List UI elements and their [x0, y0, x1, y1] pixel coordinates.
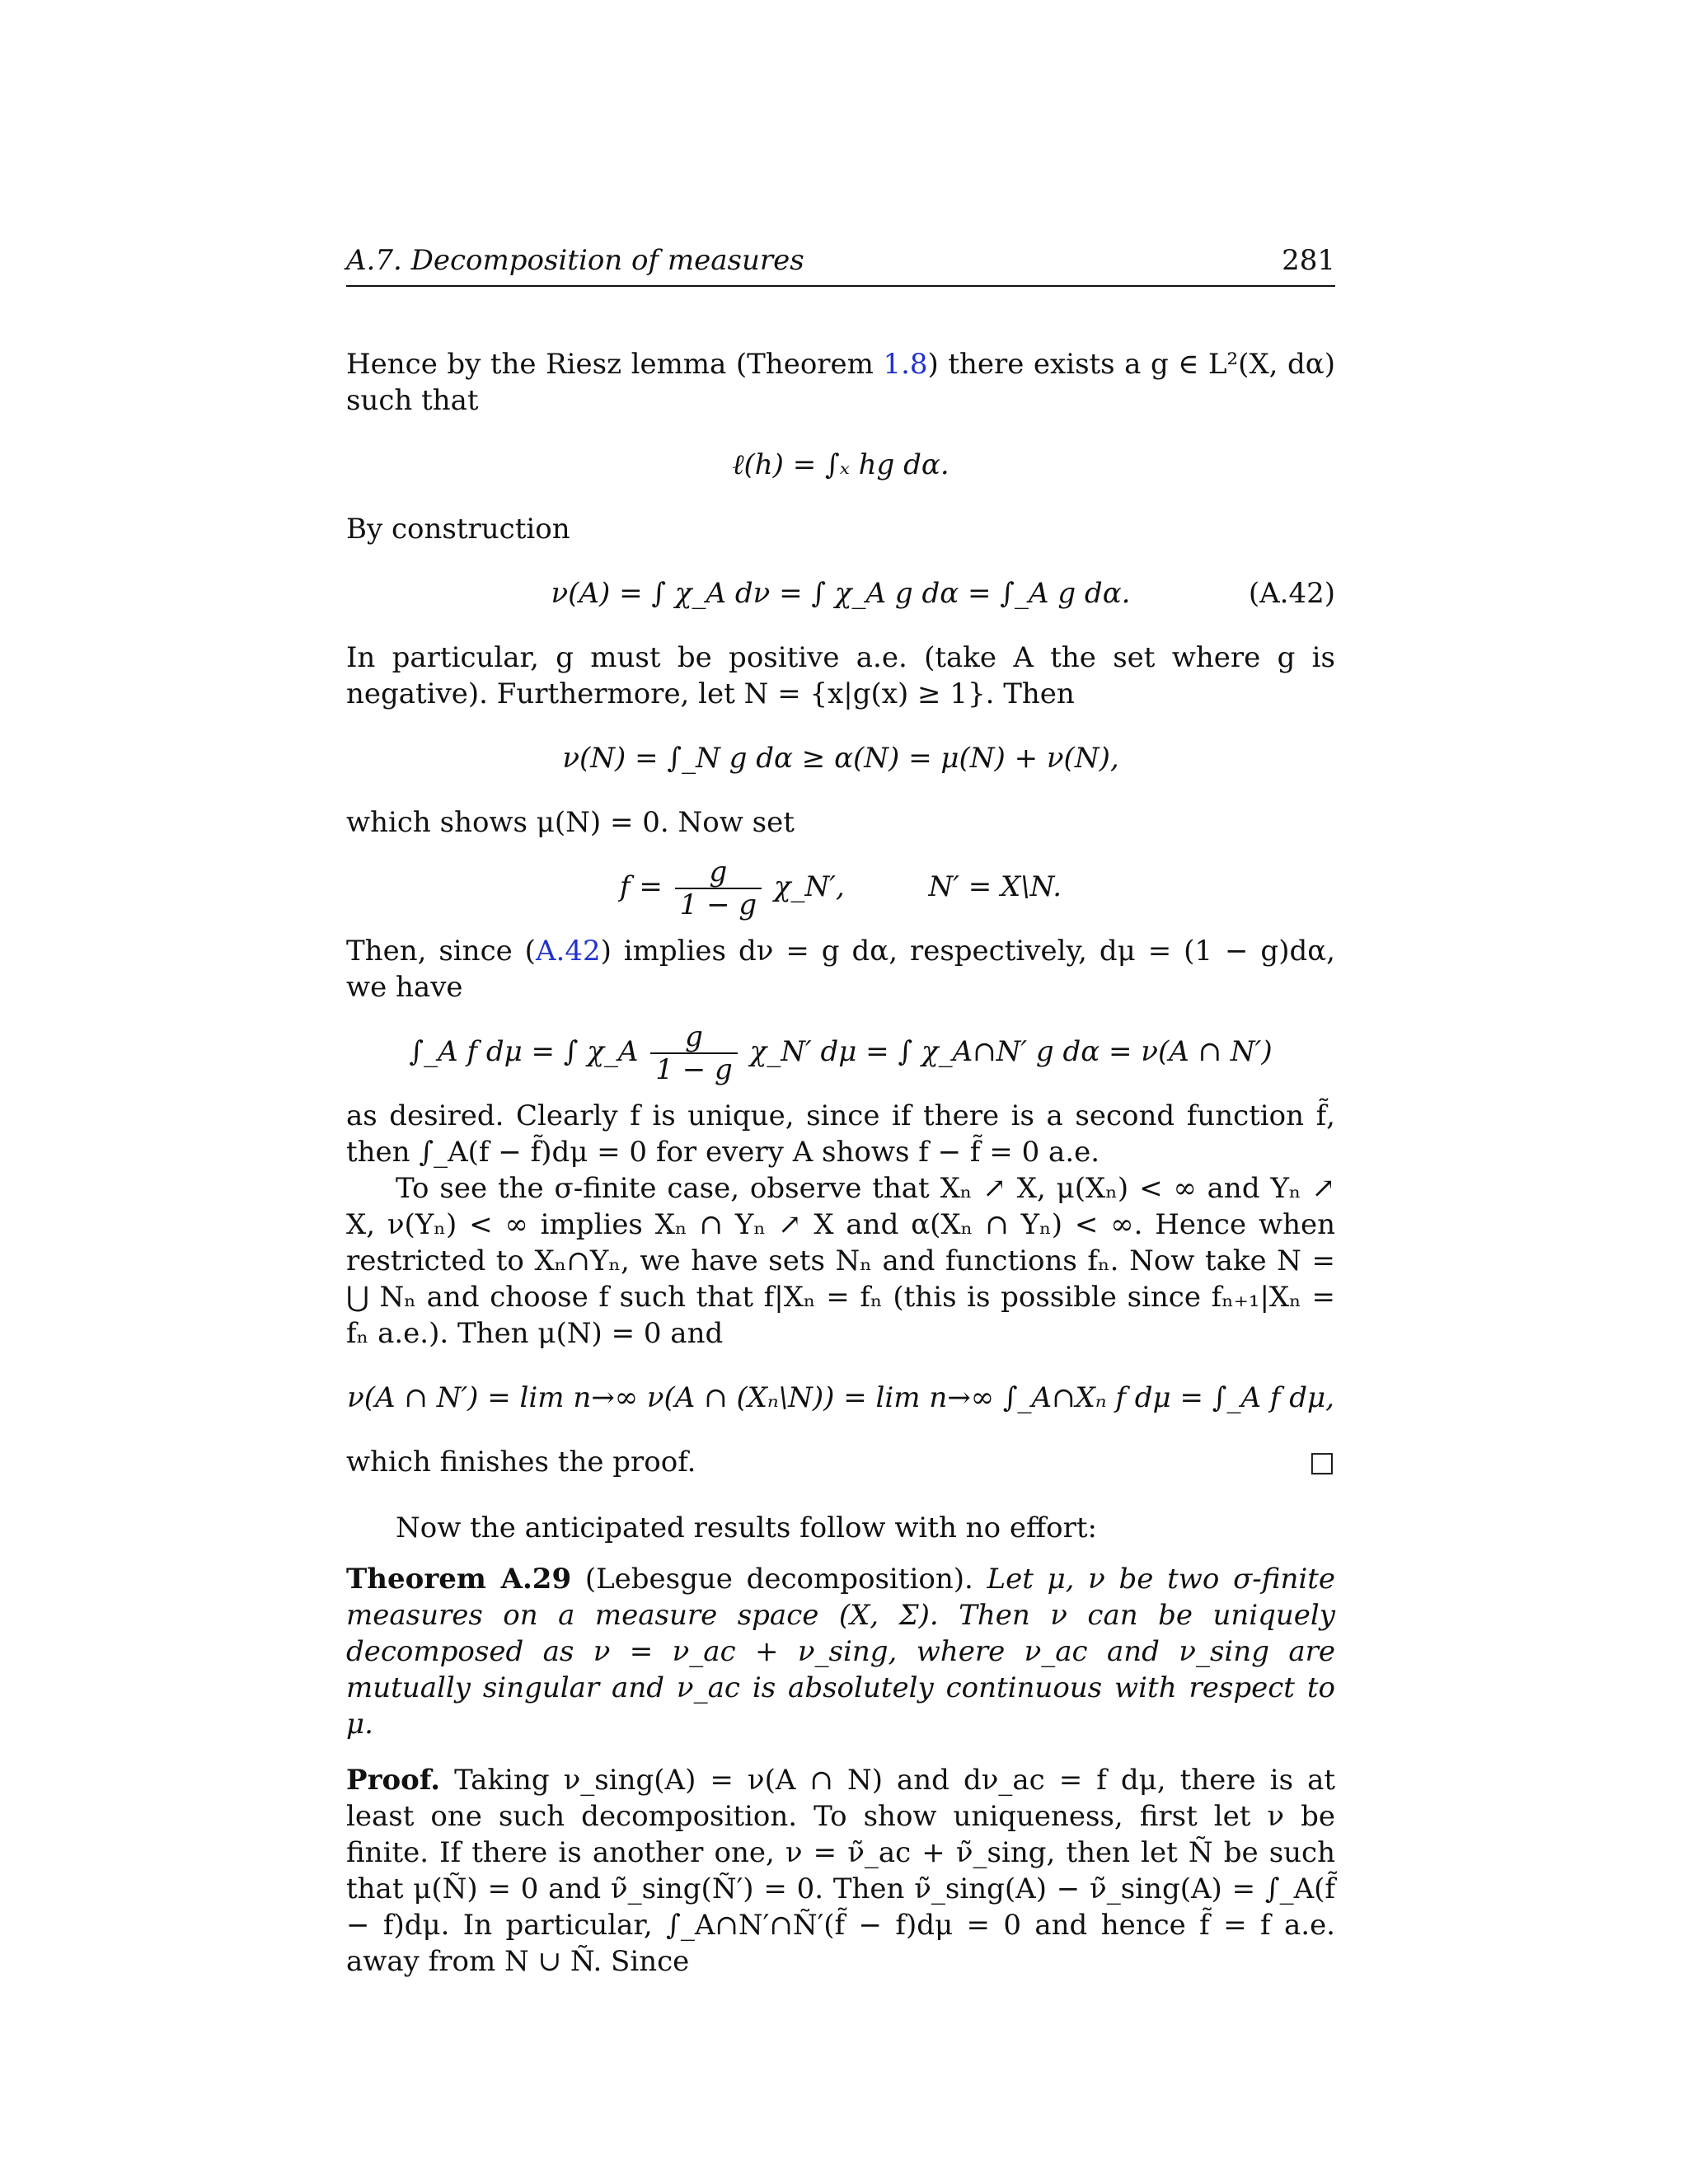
proof-label: Proof. — [346, 1764, 441, 1797]
running-header — [346, 244, 1335, 284]
qed-box: □ — [1308, 1446, 1335, 1479]
equation-riesz: ℓ(h) = ∫ₓ hg dα. — [732, 448, 950, 481]
paragraph-riesz: Hence by the Riesz lemma (Theorem 1.8) there exists a g ∈ L²(X, dα) such that — [346, 348, 1335, 417]
paragraph-finish: which finishes the proof. □ — [346, 1446, 1335, 1479]
theorem-a29: Theorem A.29 (Lebesgue decomposition). Let μ, ν be two σ-finite measures on a measure space (X, Σ). Then ν can be uniquely decomposed as ν = ν_ac + ν_sing, where ν_ac and ν_sing are mutually singular and ν_ac is absolutely continuous with respect to μ. — [346, 1563, 1336, 1741]
proof-body: Taking ν_sing(A) = ν(A ∩ N) and dν_ac = f dμ, there is at least one such decomposition. To show uniqueness, first let ν be finite. If there is another one, ν = ν̃_ac + ν̃_sing, then let Ñ be such that μ(Ñ) = 0 and ν̃_sing(Ñ′) = 0. Then ν̃_sing(A) − ν̃_sing(A) = ∫_A(f̃ − f)dμ. In particular, ∫_A∩N′∩Ñ′(f̃ − f)dμ = 0 and hence f̃ = f a.e. away from N ∪ Ñ. Since — [346, 1764, 1335, 1978]
equation-a42 — [346, 559, 1335, 628]
paragraph-construction: By construction — [346, 513, 570, 546]
theorem-label: Theorem A.29 — [346, 1563, 572, 1596]
fraction: $\frac{g}{1 - g}$ — [675, 856, 762, 921]
paragraph-sigma-finite: To see the σ-finite case, observe that Xₙ ↗ X, μ(Xₙ) < ∞ and Yₙ ↗ X, ν(Yₙ) < ∞ implies Xₙ ∩ Yₙ ↗ X and α(Xₙ ∩ Yₙ) < ∞. Hence when restricted to Xₙ∩Yₙ, we have sets Nₙ and functions fₙ. Now take N = ⋃ Nₙ and choose f such that f|Xₙ = fₙ (this is possible since fₙ₊₁|Xₙ = fₙ a.e.). Then μ(N) = 0 and — [346, 1172, 1335, 1350]
equation-link[interactable]: A.42 — [535, 935, 601, 968]
equation-f-def: f = $\frac{g}{1 - g}$ χ_N′, N′ = X\N. — [619, 855, 1062, 921]
section-title: A.7. Decomposition of measures — [346, 244, 804, 277]
main-text — [346, 346, 1335, 1980]
page-number: 281 — [1282, 244, 1335, 277]
equation-a42-body: ν(A) = ∫ χ_A dν = ∫ χ_A g dα = ∫_A g dα. — [551, 577, 1131, 610]
page — [346, 0, 1335, 2184]
paragraph-unique: as desired. Clearly f is unique, since if there is a second function f̃, then ∫_A(f − f̃)dμ = 0 for every A shows f − f̃ = 0 a.e. — [346, 1099, 1335, 1169]
header-rule — [346, 285, 1335, 287]
equation-limit: ν(A ∩ N′) = lim n→∞ ν(A ∩ (Xₙ\N)) = lim n→∞ ∫_A∩Xₙ f dμ = ∫_A f dμ, — [347, 1381, 1334, 1414]
paragraph-now-set: which shows μ(N) = 0. Now set — [346, 806, 795, 839]
equation-integral-f: ∫_A f dμ = ∫ χ_A $\frac{g}{1 - g}$ χ_N′ dμ = ∫ χ_A∩N′ g dα = ν(A ∩ N′) — [409, 1020, 1273, 1086]
equation-nu-n: ν(N) = ∫_N g dα ≥ α(N) = μ(N) + ν(N), — [562, 742, 1119, 775]
paragraph-then-since: Then, since (A.42) implies dν = g dα, respectively, dμ = (1 − g)dα, we have — [346, 935, 1335, 1004]
fraction: $\frac{g}{1 - g}$ — [650, 1021, 738, 1085]
paragraph-positive: In particular, g must be positive a.e. (take A the set where g is negative). Furthermore, let N = {x|g(x) ≥ 1}. Then — [346, 641, 1335, 710]
proof-paragraph — [346, 1762, 1335, 1980]
theorem-link[interactable]: 1.8 — [883, 348, 928, 381]
equation-label: (A.42) — [1248, 577, 1335, 610]
theorem-body: Let μ, ν be two σ-finite measures on a measure space (X, Σ). Then ν can be uniquely decomposed as ν = ν_ac + ν_sing, where ν_ac and ν_sing are mutually singular and ν_ac is absolutely continuous with respect to μ. — [346, 1563, 1336, 1741]
paragraph-anticipated: Now the anticipated results follow with no effort: — [396, 1511, 1097, 1544]
